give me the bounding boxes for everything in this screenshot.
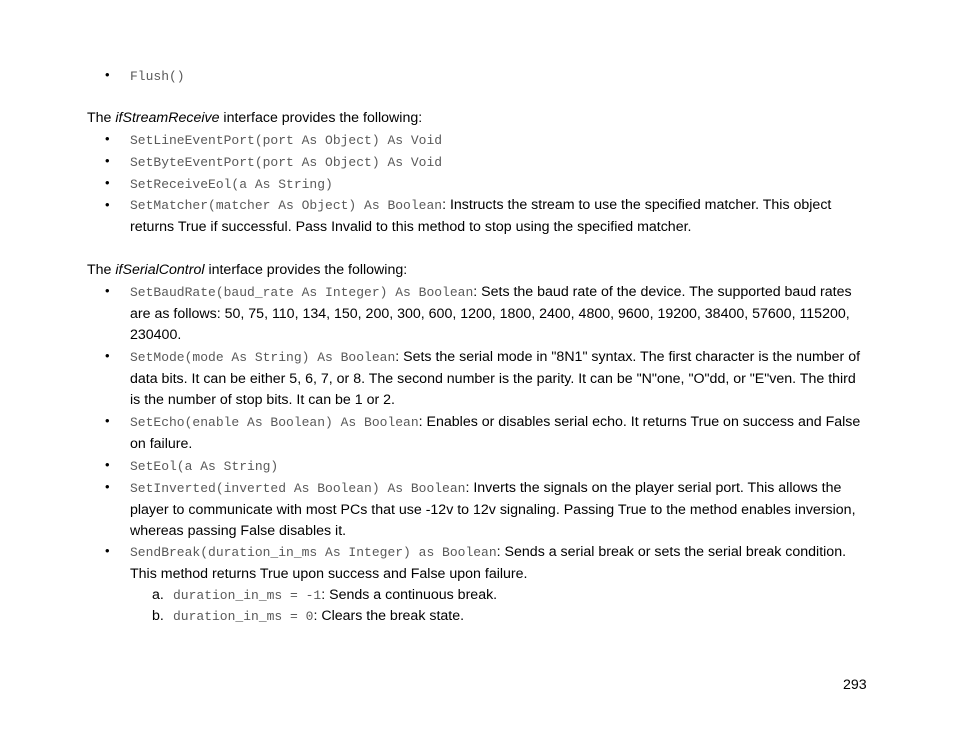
method-signature: SendBreak(duration_in_ms As Integer) as Boolean (130, 545, 497, 560)
method-description: : Sets the baud rate of the device. The supported baud rates are as follows: 50, 75, 110, 134, 150, 200, 300, 600, 1200, 1800, 2400, 4800, 9600, 19200, 38400, 57600, 115200, 230400. (130, 284, 852, 343)
list-item (130, 478, 865, 543)
intro-text: The (87, 110, 116, 126)
list-item (130, 174, 865, 196)
method-signature: SetLineEventPort(port As Object) As Void (130, 133, 443, 148)
stream-receive-intro (87, 108, 422, 130)
list-item (130, 282, 865, 347)
bullet: • (105, 283, 110, 298)
bullet: • (105, 479, 110, 494)
list-item (130, 130, 865, 152)
method-signature: SetReceiveEol(a As String) (130, 177, 333, 192)
sub-item-label: a. (152, 587, 164, 603)
intro-text: interface provides the following: (204, 262, 408, 278)
bullet: • (105, 543, 110, 558)
list-item (130, 412, 865, 455)
bullet: • (105, 457, 110, 472)
method-description: : Sets the serial mode in "8N1" syntax. The first character is the number of data bits. It can be either 5, 6, 7, or 8. The second number is the parity. It can be "N"one, "O"dd, or "E"ven. The third is the number of stop bits. It can be 1 or 2. (130, 349, 861, 408)
method-description: : Sends a serial break or sets the serial break condition. This method returns True upon success and False upon failure. (130, 544, 847, 582)
interface-name: ifStreamReceive (115, 110, 220, 126)
method-description: : Inverts the signals on the player serial port. This allows the player to communicate with most PCs that use -12v to 12v signaling. Passing True to the method enables inversion, whereas passing False disables it. (130, 480, 856, 539)
list-item (130, 195, 865, 238)
method-signature: SetMode(mode As String) As Boolean (130, 350, 396, 365)
method-signature: SetInverted(inverted As Boolean) As Boolean (130, 481, 466, 496)
method-description: : Instructs the stream to use the specified matcher. This object returns True if successful. Pass Invalid to this method to stop using the specified matcher. (130, 197, 832, 235)
intro-text: The (87, 262, 116, 278)
bullet: • (105, 413, 110, 428)
sub-item-label: b. (152, 608, 164, 624)
list-item (130, 542, 865, 585)
list-item (130, 152, 865, 174)
list-item (130, 66, 865, 88)
page-number: 293 (843, 677, 867, 693)
method-signature: Flush() (130, 69, 185, 84)
bullet: • (105, 197, 110, 212)
bullet: • (105, 348, 110, 363)
method-signature: SetMatcher(matcher As Object) As Boolean (130, 198, 443, 213)
bullet: • (105, 131, 110, 146)
bullet: • (105, 153, 110, 168)
sub-item-description: : Clears the break state. (313, 608, 465, 624)
method-signature: SetBaudRate(baud_rate As Integer) As Boolean (130, 285, 474, 300)
method-signature: SetEol(a As String) (130, 459, 279, 474)
list-item (130, 456, 865, 478)
intro-text: interface provides the following: (219, 110, 423, 126)
bullet: • (105, 67, 110, 82)
sub-item-description: : Sends a continuous break. (321, 587, 498, 603)
method-description: : Enables or disables serial echo. It returns True on success and False on failure. (130, 414, 861, 452)
bullet: • (105, 175, 110, 190)
list-item (130, 347, 865, 412)
interface-name: ifSerialControl (115, 262, 205, 278)
method-signature: SetEcho(enable As Boolean) As Boolean (130, 415, 419, 430)
sub-list-item (152, 606, 464, 628)
parameter-value: duration_in_ms = 0 (173, 609, 314, 624)
serial-control-intro (87, 260, 407, 282)
sub-list-item (152, 585, 497, 607)
method-signature: SetByteEventPort(port As Object) As Void (130, 155, 443, 170)
parameter-value: duration_in_ms = -1 (173, 588, 322, 603)
